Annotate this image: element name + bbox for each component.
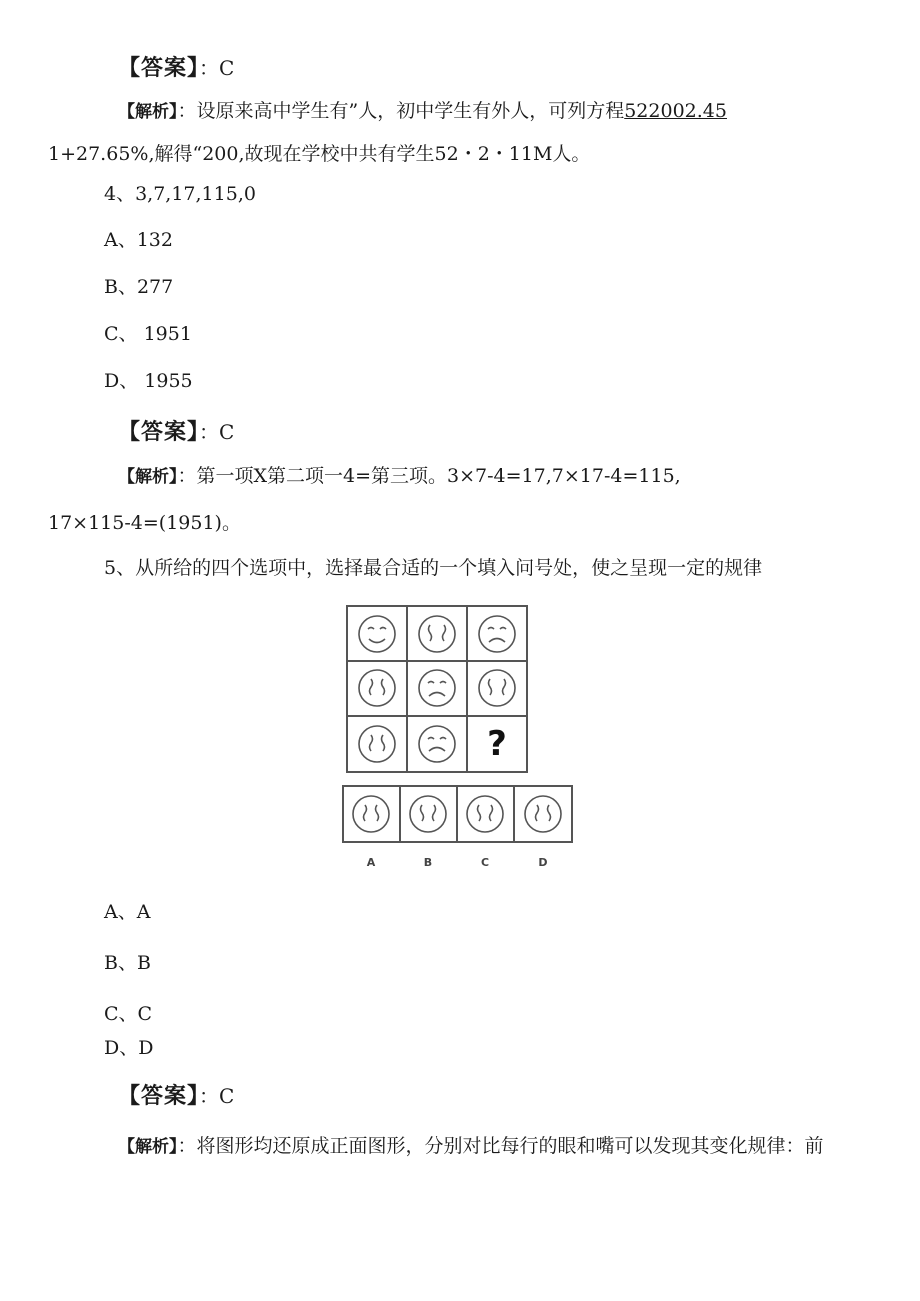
q4-explanation-text: ：第一项X第二项一4=第三项。3×7-4=17,7×17-4=115,	[177, 465, 681, 487]
q3-answer-label: 【答案】	[118, 56, 200, 81]
face-icon	[353, 796, 389, 832]
q4-answer-label: 【答案】	[118, 420, 200, 445]
q5-option-b[interactable]: B、B	[104, 952, 151, 974]
face-icon	[359, 726, 395, 762]
figure-label-b: B	[423, 856, 433, 869]
face-icon	[419, 726, 455, 762]
face-icon	[419, 616, 455, 652]
q3-explanation-label: 【解析】	[118, 102, 178, 122]
q3-explanation-line1	[118, 99, 727, 124]
q5-answer-value: ：C	[199, 1084, 235, 1108]
face-icon	[359, 616, 395, 652]
q3-explanation-text: ：设原来高中学生有”人，初中学生有外人，可列方程	[177, 100, 625, 122]
q4-explanation-line2: 17×115-4=(1951)。	[48, 512, 241, 534]
q5-explanation-line1	[118, 1134, 824, 1159]
q4-option-a[interactable]: A、132	[104, 229, 173, 251]
q5-explanation-label: 【解析】	[118, 1137, 178, 1157]
face-icon	[410, 796, 446, 832]
face-icon	[479, 670, 515, 706]
q5-stem: 5、从所给的四个选项中，选择最合适的一个填入问号处，使之呈现一定的规律	[104, 557, 763, 579]
face-icon	[359, 670, 395, 706]
q4-option-d[interactable]: D、 1955	[104, 370, 193, 392]
q5-option-d[interactable]: D、D	[104, 1037, 154, 1059]
figure-label-d: D	[538, 856, 548, 869]
q5-option-c[interactable]: C、C	[104, 1003, 153, 1025]
face-icon	[467, 796, 503, 832]
face-icon	[479, 616, 515, 652]
q5-explanation-text: ：将图形均还原成正面图形，分别对比每行的眼和嘴可以发现其变化规律：前	[177, 1135, 824, 1157]
question-mark: ?	[487, 724, 507, 764]
q5-figure	[340, 600, 590, 872]
q4-option-b[interactable]: B、277	[104, 276, 174, 298]
q4-answer-value: ：C	[199, 420, 235, 444]
q3-answer	[118, 56, 234, 81]
face-icon	[419, 670, 455, 706]
q4-option-c[interactable]: C、 1951	[104, 323, 192, 345]
q3-explanation-line2: 1+27.65%,解得“200,故现在学校中共有学生52・2・11M人。	[48, 143, 591, 165]
figure-label-c: C	[480, 856, 490, 869]
q5-option-a[interactable]: A、A	[104, 901, 151, 923]
q3-equation-fragment: 522002.45	[624, 100, 727, 122]
q4-answer	[118, 420, 234, 445]
q3-answer-value: ：C	[199, 56, 235, 80]
figure-label-a: A	[366, 856, 376, 869]
q5-answer	[118, 1084, 234, 1109]
q4-stem: 4、3,7,17,115,0	[104, 183, 256, 205]
face-icon	[525, 796, 561, 832]
q5-answer-label: 【答案】	[118, 1084, 200, 1109]
q4-explanation-line1	[118, 464, 681, 489]
q4-explanation-label: 【解析】	[118, 467, 178, 487]
